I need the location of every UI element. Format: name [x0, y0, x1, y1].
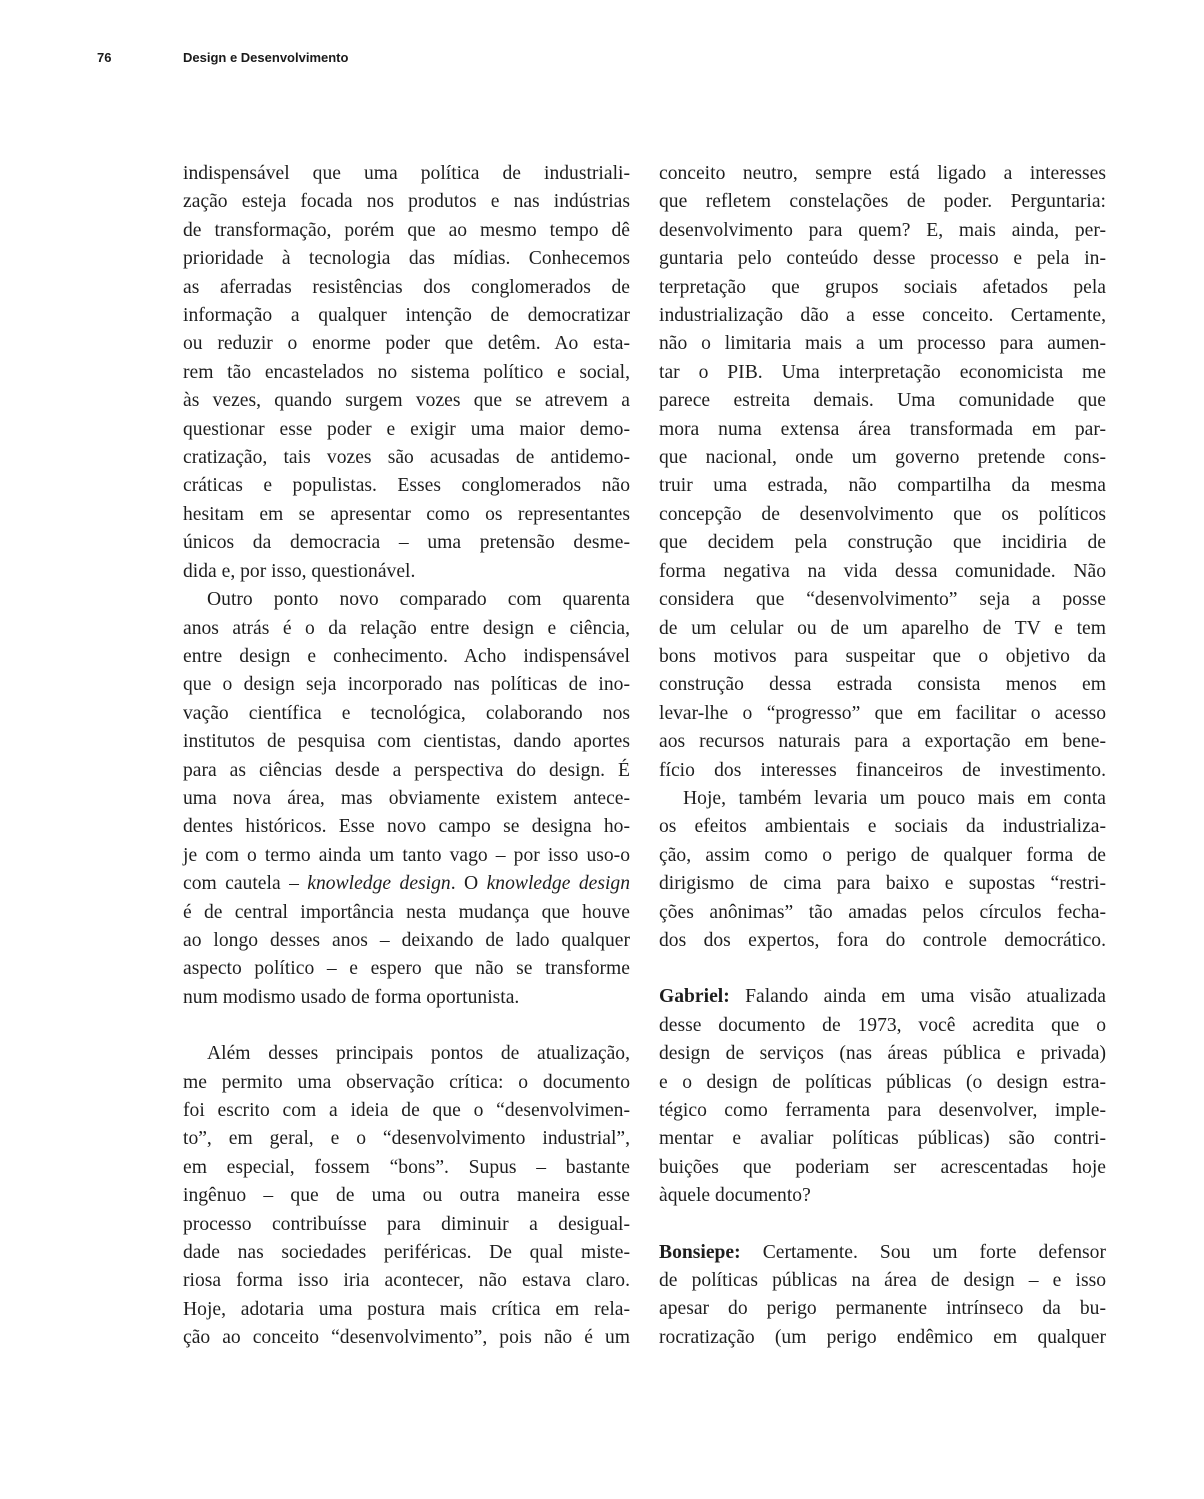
- text-line: rocratização (um perigo endêmico em qualquer: [659, 1326, 1106, 1348]
- text-line: únicos da democracia – uma pretensão desme-: [183, 532, 630, 554]
- text-line: ou reduzir o enorme poder que detêm. Ao esta-: [183, 333, 630, 355]
- text-line: concepção de desenvolvimento que os políticos: [659, 503, 1106, 525]
- text-line: de um celular ou de um aparelho de TV e tem: [659, 617, 1106, 639]
- text-line: prioridade à tecnologia das mídias. Conhecemos: [183, 248, 630, 270]
- page-number: 76: [97, 50, 112, 65]
- text-line: Outro ponto novo comparado com quarenta: [207, 589, 630, 611]
- text-line: ção, assim como o perigo de qualquer forma de: [659, 844, 1106, 866]
- text-line: levar-lhe o “progresso” que em facilitar o acesso: [659, 702, 1106, 724]
- text-line: buições que poderiam ser acrescentadas hoje: [659, 1156, 1106, 1178]
- text-line: dida e, por isso, questionável.: [183, 560, 416, 582]
- text-line: que refletem constelações de poder. Perguntaria:: [659, 191, 1106, 213]
- text-line: àquele documento?: [659, 1185, 811, 1207]
- left-text-column: [183, 160, 630, 1353]
- text-line: num modismo usado de forma oportunista.: [183, 986, 520, 1008]
- text-line: bons motivos para suspeitar que o objetivo da: [659, 645, 1106, 667]
- text-line: ao longo desses anos – deixando de lado qualquer: [183, 929, 630, 951]
- text-line: e o design de políticas públicas (o design estra-: [659, 1071, 1106, 1093]
- text-line: design de serviços (nas áreas pública e privada): [659, 1043, 1106, 1065]
- text-line: je com o termo ainda um tanto vago – por isso uso-o: [183, 844, 630, 866]
- text-line: apesar do perigo permanente intrínseco da bu-: [659, 1298, 1106, 1320]
- text-line: é de central importância nesta mudança que houve: [183, 901, 630, 923]
- text-line: uma nova área, mas obviamente existem antece-: [183, 787, 630, 809]
- text-line: tar o PIB. Uma interpretação economicista me: [659, 361, 1106, 383]
- text-line: entre design e conhecimento. Acho indispensável: [183, 645, 630, 667]
- italic-term: knowledge design: [307, 873, 451, 895]
- text-line: tégico como ferramenta para desenvolver, imple-: [659, 1100, 1106, 1121]
- italic-term: knowledge design: [486, 873, 630, 895]
- text-line: processo contribuísse para diminuir a desigual-: [183, 1213, 630, 1235]
- text-line: as aferradas resistências dos conglomerados de: [183, 276, 630, 298]
- text-line: Hoje, adotaria uma postura mais crítica em rela-: [183, 1298, 630, 1320]
- text-line: foi escrito com a ideia de que o “desenvolvimen-: [183, 1100, 630, 1121]
- text-line: zação esteja focada nos produtos e nas indústrias: [183, 191, 630, 213]
- text-line: cratização, tais vozes são acusadas de antidemo-: [183, 447, 630, 469]
- text-line: ingênuo – que de uma ou outra maneira esse: [183, 1185, 630, 1207]
- text-line: dentes históricos. Esse novo campo se designa ho-: [183, 816, 630, 838]
- text-line: aos recursos naturais para a exportação em bene-: [659, 731, 1106, 753]
- text-line: às vezes, quando surgem vozes que se atrevem a: [183, 390, 630, 412]
- running-title: Design e Desenvolvimento: [183, 50, 349, 65]
- text-line: para as ciências desde a perspectiva do design. É: [183, 759, 630, 781]
- text-line: desenvolvimento para quem? E, mais ainda, per-: [659, 219, 1106, 241]
- text-line: me permito uma observação crítica: o documento: [183, 1071, 630, 1093]
- text-line: anos atrás é o da relação entre design e ciência,: [183, 617, 630, 639]
- text-line: riosa forma isso iria acontecer, não estava claro.: [183, 1270, 630, 1292]
- text-line: aspecto político – e espero que não se transforme: [183, 958, 630, 980]
- paragraph-gap: [659, 1211, 1106, 1239]
- text-line: ção ao conceito “desenvolvimento”, pois não é um: [183, 1327, 630, 1349]
- text-line: Hoje, também levaria um pouco mais em conta: [683, 787, 1106, 809]
- text-line: mentar e avaliar políticas públicas) são contri-: [659, 1128, 1106, 1150]
- text-line: conceito neutro, sempre está ligado a interesses: [659, 163, 1106, 184]
- text-line: industrialização dão a esse conceito. Certamente,: [659, 305, 1106, 327]
- text-line: não o limitaria mais a um processo para aumen-: [659, 333, 1106, 355]
- text-line: considera que “desenvolvimento” seja a posse: [659, 589, 1106, 611]
- text-line: construção dessa estrada consista menos em: [659, 674, 1106, 696]
- text-line: vação científica e tecnológica, colaborando nos: [183, 702, 630, 724]
- text-line: ções anônimas” tão amadas pelos círculos fecha-: [659, 901, 1106, 923]
- text-line: forma negativa na vida dessa comunidade. Não: [659, 560, 1106, 582]
- text-line: Bonsiepe: Certamente. Sou um forte defensor: [659, 1241, 1106, 1263]
- text-line: Além desses principais pontos de atualização,: [207, 1043, 630, 1065]
- text-line: mora numa extensa área transformada em par-: [659, 418, 1106, 440]
- text-line: cráticas e populistas. Esses conglomerados não: [183, 475, 630, 497]
- text-line: institutos de pesquisa com cientistas, dando aportes: [183, 731, 630, 753]
- text-line: dade nas sociedades periféricas. De qual miste-: [183, 1242, 630, 1264]
- text-line: terpretação que grupos sociais afetados pela: [659, 276, 1106, 298]
- text-line: em especial, fossem “bons”. Supus – bastante: [183, 1156, 630, 1178]
- speaker-name: Gabriel:: [659, 986, 730, 1008]
- paragraph-gap: [659, 955, 1106, 983]
- text-line: com cautela – knowledge design. O knowledge design: [183, 873, 630, 895]
- text-line: Gabriel: Falando ainda em uma visão atualizada: [659, 986, 1106, 1008]
- text-line: hesitam em se apresentar como os representantes: [183, 503, 630, 525]
- text-line: truir uma estrada, não compartilha da mesma: [659, 475, 1106, 497]
- speaker-name: Bonsiepe:: [659, 1241, 741, 1263]
- text-line: parece estreita demais. Uma comunidade que: [659, 390, 1106, 412]
- text-line: indispensável que uma política de industriali-: [183, 163, 630, 184]
- text-line: guntaria pelo conteúdo desse processo e pela in-: [659, 248, 1106, 270]
- running-header: [97, 50, 348, 65]
- text-line: que nacional, onde um governo pretende cons-: [659, 447, 1106, 469]
- text-line: os efeitos ambientais e sociais da industrializa-: [659, 816, 1106, 838]
- text-line: fício dos interesses financeiros de investimento.: [659, 759, 1106, 781]
- text-line: que decidem pela construção que incidiria de: [659, 532, 1106, 554]
- text-line: que o design seja incorporado nas políticas de ino-: [183, 674, 630, 696]
- text-line: dirigismo de cima para baixo e supostas “restri-: [659, 873, 1106, 895]
- text-line: informação a qualquer intenção de democratizar: [183, 305, 630, 327]
- paragraph-gap: [183, 1012, 630, 1040]
- text-line: desse documento de 1973, você acredita que o: [659, 1014, 1106, 1036]
- text-line: dos dos expertos, fora do controle democrático.: [659, 929, 1106, 951]
- text-line: rem tão encastelados no sistema político e social,: [183, 361, 630, 383]
- text-line: de políticas públicas na área de design – e isso: [659, 1270, 1106, 1292]
- right-text-column: [659, 160, 1106, 1352]
- text-line: questionar esse poder e exigir uma maior demo-: [183, 418, 630, 440]
- text-line: to”, em geral, e o “desenvolvimento industrial”,: [183, 1128, 630, 1150]
- text-line: de transformação, porém que ao mesmo tempo dê: [183, 219, 630, 241]
